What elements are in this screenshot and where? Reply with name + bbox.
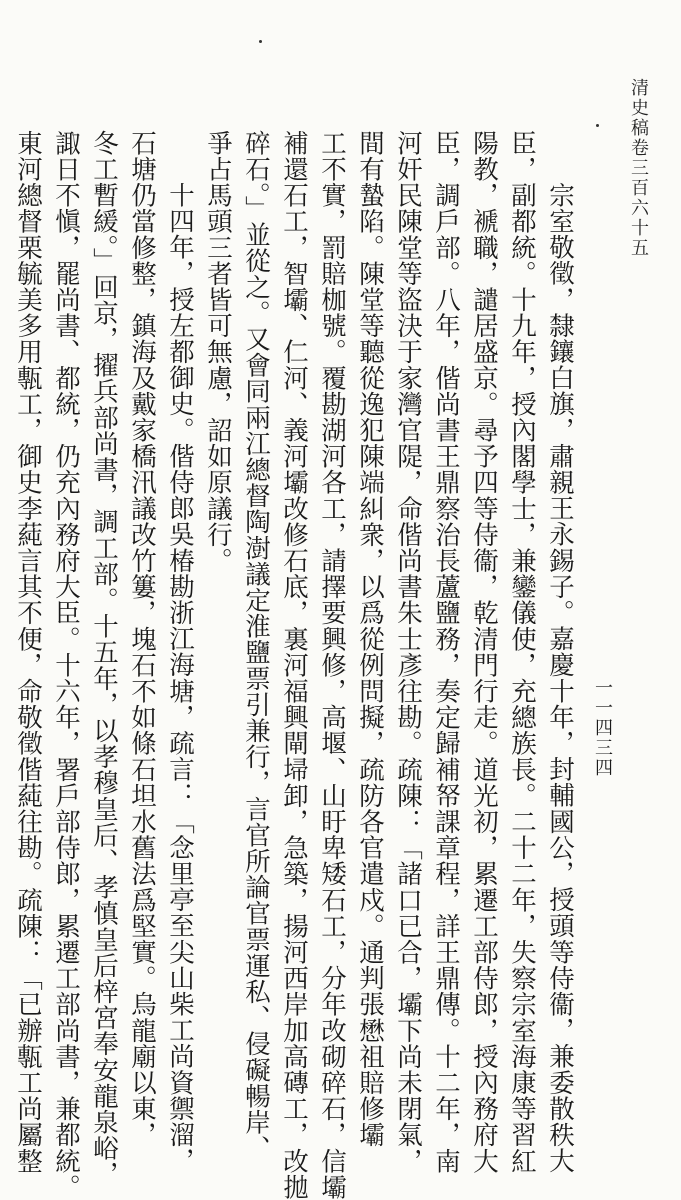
text-column: 間有蟄陷。陳堂等聽從逸犯陳端糾衆，以爲從例問擬，疏防各官遣戍。通判張懋祖賠修壩 [355, 130, 385, 1148]
text-column: 東河總督栗毓美多用甎工，御史李蒓言其不便，命敬徵偕蒓往勘。疏陳：「已辦甎工尚屬整 [13, 130, 43, 1174]
text-column: 爭占馬頭三者皆可無慮，詔如原議行。 [203, 130, 233, 574]
vertical-text-body [13, 130, 579, 1200]
text-column: 冬工暫緩。」回京，擢兵部尚書，調工部。十五年，以孝穆皇后、孝慎皇后梓宮奉安龍泉峪， [89, 130, 119, 1188]
text-column: 工不實，罰賠枷號。覆勘湖河各工，請擇要興修，高堰、山盱卑矮石工，分年改砌碎石，信壩 [317, 130, 347, 1200]
text-column: 碎石。」並從之。又會同兩江總督陶澍議定淮鹽票引兼行，言官所論官票運私、侵礙暢岸、 [241, 130, 271, 1162]
ink-speck [596, 124, 599, 127]
text-column: 補還石工，智壩、仁河、義河壩改修石底，裏河福興閘埽卸，急築，揚河西岸加高磚工，改拋 [279, 130, 309, 1200]
text-column: 臣，副都統。十九年，授內閣學士，兼鑾儀使，充總族長。二十二年，失察宗室海康等習紅 [507, 130, 537, 1174]
text-column: 臣，調戶部。八年，偕尚書王鼎察治長蘆鹽務，奏定歸補帑課章程，詳王鼎傳。十二年，南 [431, 130, 461, 1174]
text-column: 河奸民陳堂等盜決于家灣官隄，命偕尚書朱士彥往勘。疏陳：「諸口已合，壩下尚未閉氣， [393, 130, 423, 1174]
text-column: 陽教，褫職，譴居盛京。尋予四等侍衞，乾清門行走。道光初，累遷工部侍郎，授內務府大 [469, 130, 499, 1174]
running-header: 清史稿卷三百六十五 [628, 78, 649, 258]
text-column: 十四年，授左都御史。偕侍郎吳椿勘浙江海塘，疏言：「念里亭至尖山柴工尚資禦溜， [165, 182, 195, 1174]
page-number: 一一四三四 [592, 678, 613, 778]
text-column: 諏日不愼，罷尚書、都統，仍充內務府大臣。十六年，署戶部侍郎，累遷工部尚書，兼都統。 [51, 130, 81, 1200]
text-column: 石塘仍當修整，鎮海及戴家橋汛議改竹簍，塊石不如條石坦水舊法爲堅實。烏龍廟以東， [127, 130, 157, 1148]
text-column: 宗室敬徵，隸鑲白旗，肅親王永錫子。嘉慶十年，封輔國公，授頭等侍衞，兼委散秩大 [545, 182, 575, 1174]
ink-speck [259, 40, 262, 43]
